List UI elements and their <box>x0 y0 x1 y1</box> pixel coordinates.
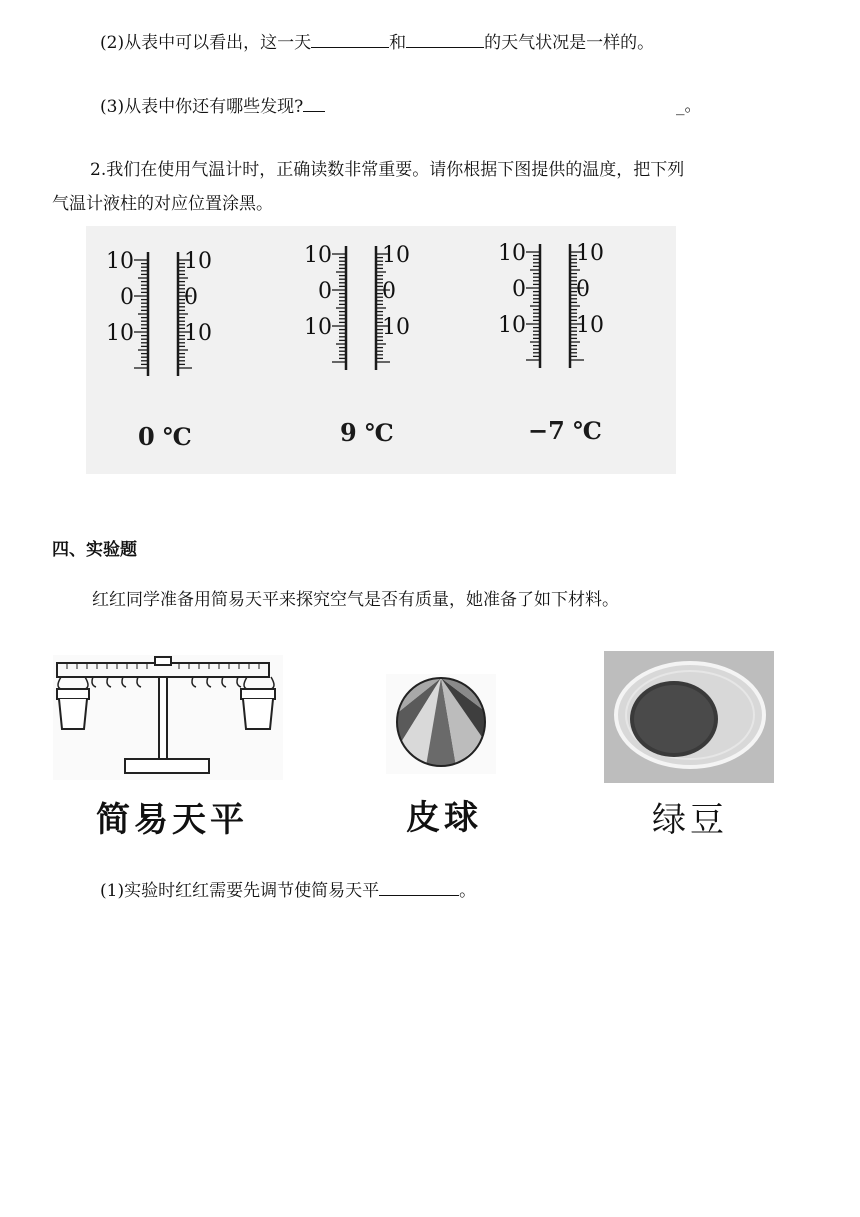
answer-blank[interactable] <box>379 878 459 896</box>
question-2 <box>100 30 654 55</box>
q3-suffix: _。 <box>676 96 702 116</box>
scale-label-right: 10 <box>382 315 410 340</box>
scale-label-left: 0 <box>120 285 134 310</box>
thermometer-2 <box>304 243 410 370</box>
experiment-intro: 红红同学准备用简易天平来探究空气是否有质量，她准备了如下材料。 <box>92 590 619 610</box>
q2-suffix: 的天气状况是一样的。 <box>484 33 655 53</box>
thermometer-3 <box>498 241 604 368</box>
scale-label-right: 10 <box>576 241 604 266</box>
answer-blank[interactable] <box>303 94 325 112</box>
scale-label-left: 10 <box>304 315 332 340</box>
scale-label-right: 10 <box>184 249 212 274</box>
scale-label-right: 10 <box>184 321 212 346</box>
q2-mid: 和 <box>389 33 407 53</box>
temperature-label-1: 0 ℃ <box>138 422 192 451</box>
item2-line1: 2.我们在使用气温计时，正确读数非常重要。请你根据下图提供的温度，把下列 <box>90 160 685 180</box>
answer-blank[interactable] <box>311 30 389 48</box>
answer-blank[interactable] <box>406 30 484 48</box>
experiment-question-1 <box>100 878 476 903</box>
scale-label-left: 10 <box>304 243 332 268</box>
thermometer-figure <box>86 226 676 474</box>
material-caption-beans: 绿豆 <box>652 800 728 840</box>
scale-label-left: 10 <box>498 313 526 338</box>
scale-label-left: 0 <box>512 277 526 302</box>
balance-image <box>53 655 283 780</box>
q1-suffix: 。 <box>459 881 477 901</box>
question-3 <box>100 94 325 119</box>
thermometer-1 <box>106 249 212 376</box>
q2-prefix: (2)从表中可以看出，这一天 <box>100 33 312 53</box>
mung-bean-image <box>604 651 774 783</box>
scale-label-left: 10 <box>498 241 526 266</box>
q1-prefix: (1)实验时红红需要先调节使简易天平 <box>100 881 380 901</box>
material-caption-balance: 简易天平 <box>96 800 248 840</box>
scale-label-right: 0 <box>382 279 396 304</box>
item2-line2: 气温计液柱的对应位置涂黑。 <box>52 194 273 214</box>
scale-label-right: 10 <box>576 313 604 338</box>
ball-image <box>386 674 496 774</box>
temperature-label-2: 9 ℃ <box>340 418 394 447</box>
temperature-label-3: −7 ℃ <box>528 416 602 445</box>
material-caption-ball: 皮球 <box>406 798 482 838</box>
section-title: 四、实验题 <box>52 540 137 560</box>
scale-label-left: 0 <box>318 279 332 304</box>
q3-prefix: (3)从表中你还有哪些发现? <box>100 97 304 117</box>
scale-label-left: 10 <box>106 321 134 346</box>
scale-label-left: 10 <box>106 249 134 274</box>
scale-label-right: 10 <box>382 243 410 268</box>
scale-label-right: 0 <box>184 285 198 310</box>
scale-label-right: 0 <box>576 277 590 302</box>
